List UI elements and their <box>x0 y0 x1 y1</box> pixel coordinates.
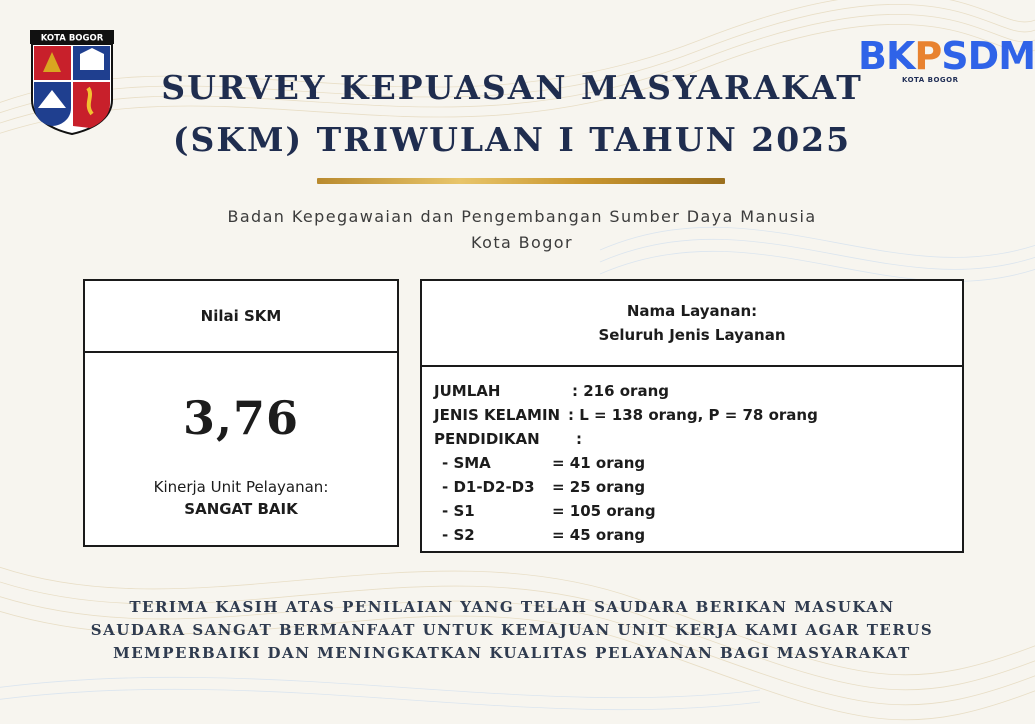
stat-key: JUMLAH <box>434 382 501 400</box>
layanan-heading-line-1: Nama Layanan: <box>626 302 758 320</box>
kota-bogor-crest-icon <box>30 30 114 134</box>
stat-value: = 41 orang <box>552 454 646 472</box>
stat-value: = 45 orang <box>552 526 646 544</box>
bkpsdm-wordmark <box>858 36 1035 76</box>
stat-key: - S2 <box>442 526 475 544</box>
bkpsdm-word-b: SDM <box>941 34 1035 78</box>
skm-score: 3,76 <box>182 391 300 445</box>
layanan-heading-line-2: Seluruh Jenis Layanan <box>598 326 786 344</box>
stat-key: - S1 <box>442 502 475 520</box>
stat-key: PENDIDIKAN <box>434 430 540 448</box>
layanan-heading <box>422 281 962 367</box>
stat-key: - SMA <box>442 454 491 472</box>
bkpsdm-subtext: KOTA BOGOR <box>902 76 959 84</box>
footer-line-1: TERIMA KASIH ATAS PENILAIAN YANG TELAH SAUDARA BERIKAN MASUKAN <box>129 598 895 616</box>
nilai-skm-heading: Nilai SKM <box>85 281 397 353</box>
page-title-line-2: (SKM) TRIWULAN I TAHUN 2025 <box>172 120 852 159</box>
page-title-line-1: SURVEY KEPUASAN MASYARAKAT <box>161 68 863 107</box>
title-divider <box>317 178 725 184</box>
kinerja-value: SANGAT BAIK <box>184 500 298 518</box>
stat-value: = 105 orang <box>552 502 656 520</box>
kinerja-label: Kinerja Unit Pelayanan: <box>153 478 329 496</box>
nilai-skm-card <box>83 279 399 547</box>
stat-value: : <box>576 430 582 448</box>
bkpsdm-word-a: BK <box>858 34 915 78</box>
bkpsdm-word-p: P <box>914 34 942 78</box>
layanan-card <box>420 279 964 553</box>
subtitle-line-1: Badan Kepegawaian dan Pengembangan Sumber Daya Manusia <box>227 207 817 226</box>
stat-key: JENIS KELAMIN <box>434 406 561 424</box>
stat-key: - D1-D2-D3 <box>442 478 535 496</box>
stat-value: : 216 orang <box>572 382 669 400</box>
stat-value: = 25 orang <box>552 478 646 496</box>
subtitle-line-2: Kota Bogor <box>471 233 573 252</box>
stat-value: : L = 138 orang, P = 78 orang <box>568 406 818 424</box>
crest-banner-text: KOTA BOGOR <box>40 33 104 44</box>
footer-line-2: SAUDARA SANGAT BERMANFAAT UNTUK KEMAJUAN UNIT KERJA KAMI AGAR TERUS <box>90 621 934 639</box>
bkpsdm-logo-icon <box>858 34 1035 86</box>
footer-line-3: MEMPERBAIKI DAN MENINGKATKAN KUALITAS PELAYANAN BAGI MASYARAKAT <box>113 644 911 662</box>
